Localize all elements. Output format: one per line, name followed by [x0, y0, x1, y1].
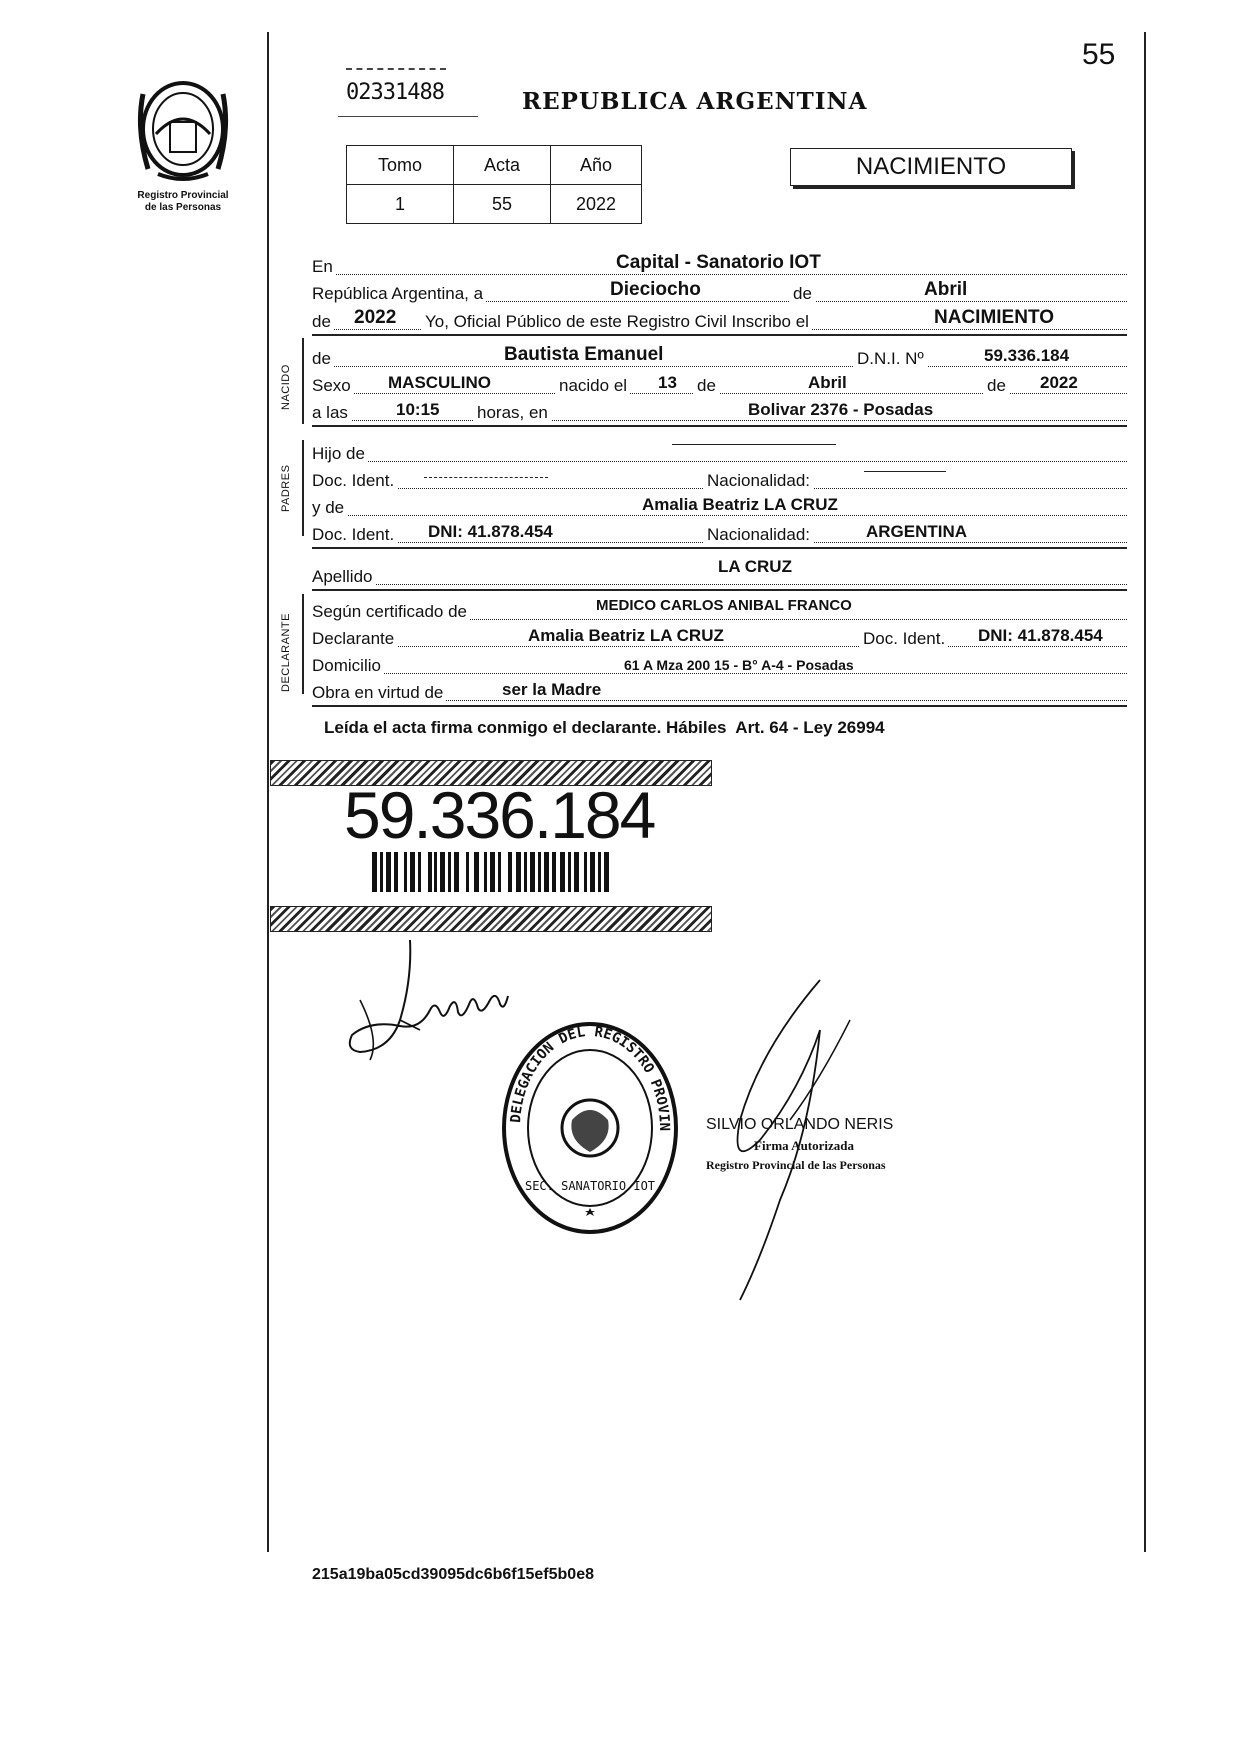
document-hash: 215a19ba05cd39095dc6b6f15ef5b0e8 — [312, 1566, 594, 1583]
dia-value: Dieciocho — [610, 279, 701, 300]
registry-label — [112, 190, 254, 214]
certificado-value: MEDICO CARLOS ANIBAL FRANCO — [596, 597, 852, 614]
a-las-label: a las — [312, 403, 351, 423]
hijo-de-label: Hijo de — [312, 444, 368, 464]
decl-doc-label: Doc. Ident. — [860, 629, 948, 649]
act-table-header-acta: Acta — [454, 146, 551, 185]
official-name: SILVIO ORLANDO NERIS — [706, 1116, 894, 1133]
de-label-5: de — [984, 376, 1009, 396]
closing-note: Leída el acta firma conmigo el declarante. Hábiles Art. 64 - Ley 26994 — [324, 718, 885, 737]
dotted-line — [312, 584, 1127, 585]
nombre-value: Bautista Emanuel — [504, 344, 664, 365]
dotted-line — [312, 366, 1127, 367]
madre-doc-value: DNI: 41.878.454 — [428, 522, 553, 541]
nacido-el-label: nacido el — [556, 376, 630, 396]
row-republica — [312, 280, 1127, 304]
security-pattern-bottom — [270, 906, 712, 932]
row-domicilio — [312, 652, 1127, 676]
registry-emblem — [128, 74, 238, 184]
act-table-tomo: 1 — [347, 185, 454, 224]
act-table — [346, 145, 642, 224]
declarante-signature — [340, 940, 510, 1070]
row-inscripcion — [312, 308, 1127, 332]
dotted-line — [312, 420, 1127, 421]
sexo-value: MASCULINO — [388, 373, 491, 392]
dni-value: 59.336.184 — [984, 346, 1070, 365]
divider-2 — [312, 425, 1127, 427]
official-title: Firma Autorizada — [754, 1138, 855, 1153]
country-title: REPUBLICA ARGENTINA — [522, 88, 868, 115]
row-madre-doc — [312, 521, 1127, 545]
madre-value: Amalia Beatriz LA CRUZ — [642, 495, 838, 514]
dotted-line — [312, 646, 1127, 647]
hora-value: 10:15 — [396, 400, 440, 419]
padre-blank — [672, 444, 836, 445]
dotted-line — [312, 461, 1127, 462]
serial-number — [338, 64, 478, 122]
dotted-line — [312, 673, 1127, 674]
dotted-line — [312, 274, 1127, 275]
row-sexo — [312, 372, 1127, 396]
domicilio-value: 61 A Mza 200 15 - B° A-4 - Posadas — [624, 657, 854, 673]
section-nacido: NACIDO — [280, 364, 292, 410]
de-label-4: de — [694, 376, 719, 396]
divider-4 — [312, 589, 1127, 591]
act-type-box — [790, 148, 1072, 186]
apellido-value: LA CRUZ — [718, 557, 792, 576]
row-certificado — [312, 598, 1127, 622]
anio-value: 2022 — [354, 307, 397, 328]
nac-dia-value: 13 — [658, 373, 677, 392]
official-seal — [500, 1020, 680, 1236]
padre-doc-blank — [424, 477, 548, 478]
de-label-3: de — [312, 349, 334, 369]
official-block — [706, 1116, 966, 1173]
nacido-bar — [302, 338, 304, 424]
registry-label-line1: Registro Provincial — [137, 190, 229, 201]
row-hijo-de — [312, 440, 1127, 464]
declarante-bar — [302, 594, 304, 694]
de-label: de — [790, 284, 815, 304]
row-en — [312, 253, 1127, 277]
padre-nacionalidad-label: Nacionalidad: — [704, 471, 813, 491]
act-table-header-anio: Año — [551, 146, 642, 185]
official-office: Registro Provincial de las Personas — [706, 1158, 886, 1172]
obra-value: ser la Madre — [502, 680, 602, 699]
divider-1 — [312, 334, 1127, 336]
decl-doc-value: DNI: 41.878.454 — [978, 626, 1103, 645]
madre-nacionalidad-label: Nacionalidad: — [704, 525, 813, 545]
section-padres: PADRES — [280, 464, 292, 512]
padres-bar — [302, 440, 304, 536]
inscribo-value: NACIMIENTO — [934, 307, 1054, 328]
divider-5 — [312, 705, 1127, 707]
nac-mes-value: Abril — [808, 373, 847, 392]
seal-outer-text: DELEGACION DEL REGISTRO PROVIN — [508, 1024, 673, 1132]
page-number: 55 — [1082, 38, 1116, 71]
nac-anio-value: 2022 — [1040, 373, 1078, 392]
row-padre-doc — [312, 467, 1127, 491]
de-label-2: de — [312, 312, 334, 332]
apellido-label: Apellido — [312, 567, 376, 587]
serial-number-value: 02331488 — [346, 80, 444, 105]
inscribo-label: Yo, Oficial Público de este Registro Civil Inscribo el — [422, 312, 812, 332]
mes-value: Abril — [924, 279, 968, 300]
padre-doc-label: Doc. Ident. — [312, 471, 397, 491]
lugar-value: Bolivar 2376 - Posadas — [748, 400, 934, 419]
serial-number-bottom-line — [338, 116, 478, 117]
declarante-value: Amalia Beatriz LA CRUZ — [528, 626, 724, 645]
obra-label: Obra en virtud de — [312, 683, 446, 703]
serial-number-top-line — [346, 68, 446, 70]
republica-label: República Argentina, a — [312, 284, 486, 304]
row-madre — [312, 494, 1127, 518]
divider-3 — [312, 547, 1127, 549]
row-apellido — [312, 557, 1127, 587]
en-label: En — [312, 257, 336, 277]
left-margin-line — [267, 32, 269, 1552]
barcode — [372, 852, 612, 892]
right-margin-line — [1144, 32, 1146, 1552]
row-declarante — [312, 625, 1127, 649]
act-table-acta: 55 — [454, 185, 551, 224]
big-number: 59.336.184 — [344, 778, 655, 852]
horas-en-label: horas, en — [474, 403, 551, 423]
dni-label: D.N.I. Nº — [854, 349, 927, 369]
act-table-anio: 2022 — [551, 185, 642, 224]
row-obra — [312, 679, 1127, 703]
y-de-label: y de — [312, 498, 347, 518]
dotted-line — [312, 515, 1127, 516]
declarante-label: Declarante — [312, 629, 397, 649]
certificado-label: Según certificado de — [312, 602, 470, 622]
madre-doc-label: Doc. Ident. — [312, 525, 397, 545]
padre-nac-blank — [864, 471, 946, 472]
registry-label-line2: de las Personas — [144, 202, 222, 213]
row-nombre — [312, 345, 1127, 369]
seal-inner-text: SEC. SANATORIO IOT — [524, 1179, 656, 1193]
madre-nac-value: ARGENTINA — [866, 522, 968, 541]
row-hora — [312, 399, 1127, 423]
en-value: Capital - Sanatorio IOT — [616, 252, 821, 273]
section-declarante: DECLARANTE — [280, 613, 292, 692]
act-table-header-tomo: Tomo — [347, 146, 454, 185]
sexo-label: Sexo — [312, 376, 354, 396]
act-type: NACIMIENTO — [855, 153, 1007, 180]
domicilio-label: Domicilio — [312, 656, 384, 676]
